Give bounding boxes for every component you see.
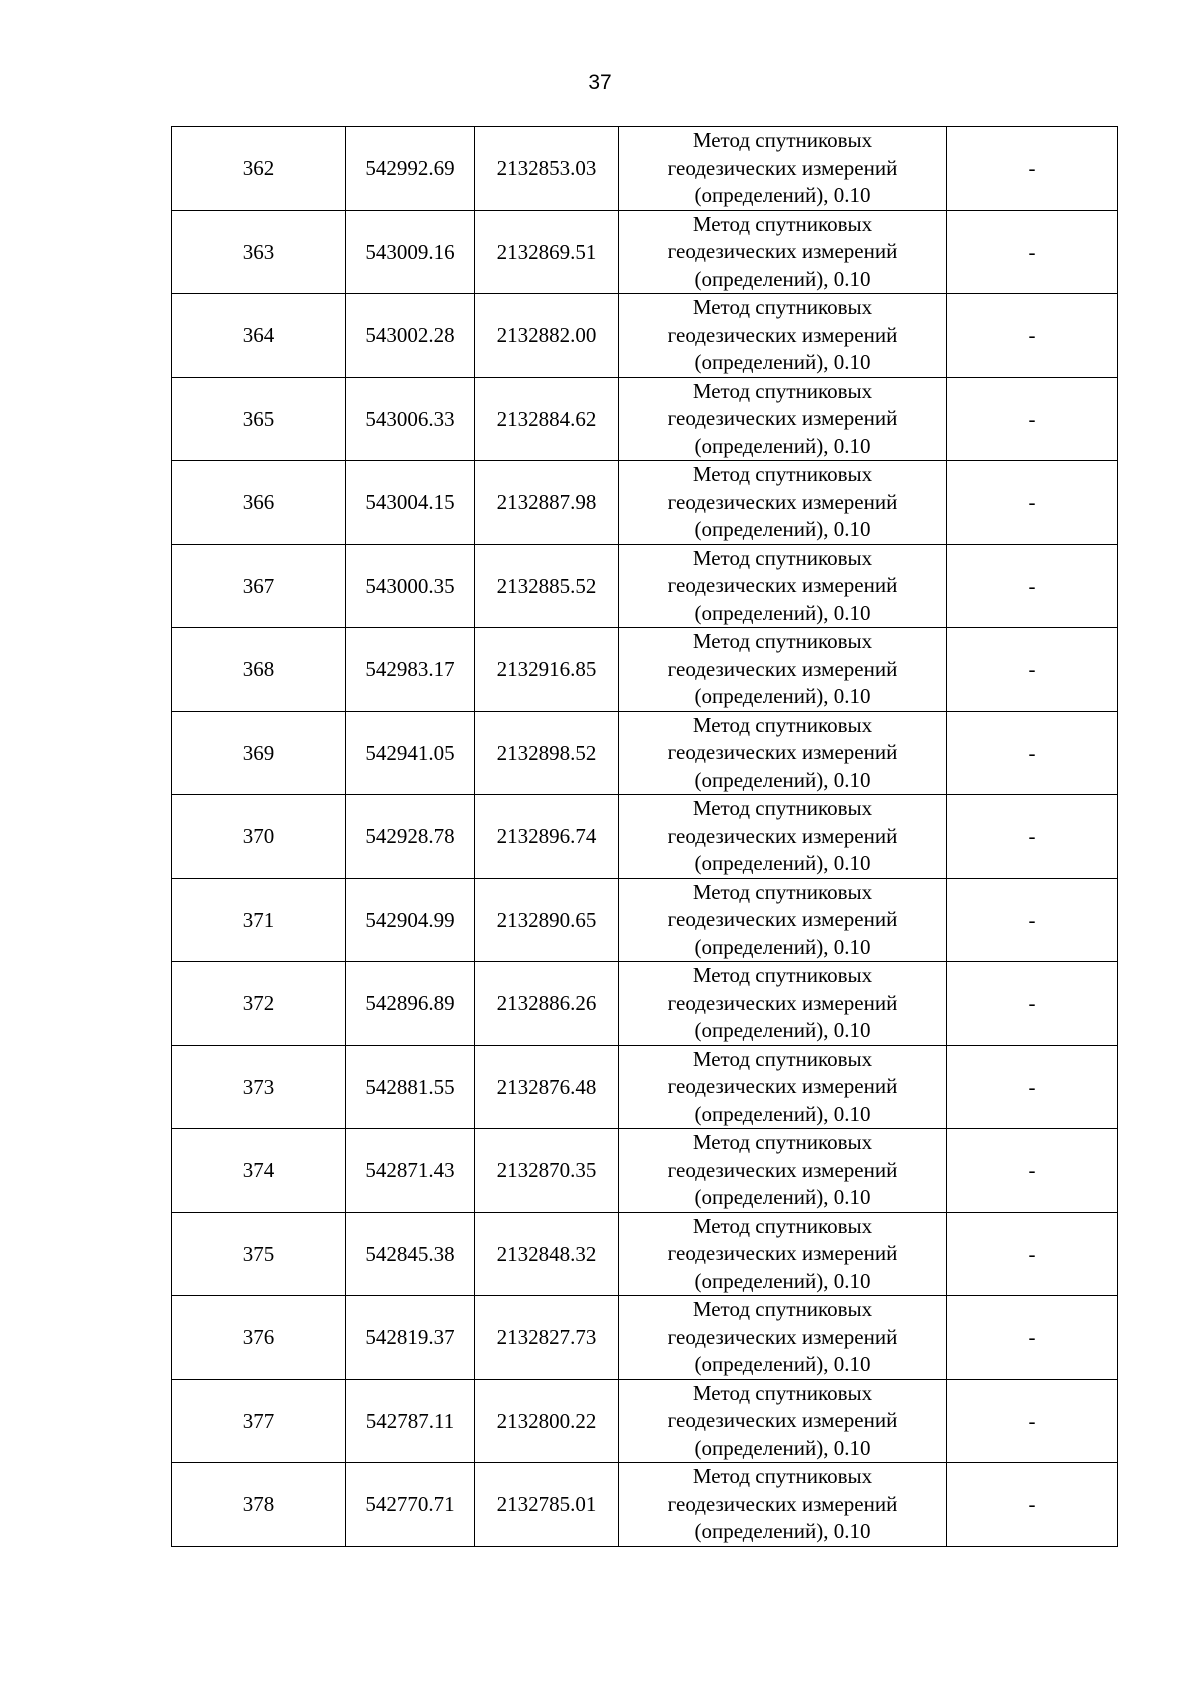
method-line: Метод спутниковых	[692, 295, 873, 319]
method-line: геодезических измерений	[667, 155, 898, 180]
method-line: (определений), 0.10	[694, 600, 871, 625]
point-number-cell: 378	[172, 1463, 346, 1547]
method-line: геодезических измерений	[667, 1408, 898, 1432]
method-line: (определений), 0.10	[694, 266, 871, 291]
point-number-cell: 371	[172, 878, 346, 962]
table-row	[172, 878, 1118, 962]
y-coordinate-cell: 2132876.48	[475, 1045, 619, 1129]
x-coordinate-cell: 543006.33	[346, 377, 475, 461]
point-number-cell: 370	[172, 795, 346, 879]
y-coordinate-cell: 2132887.98	[475, 461, 619, 545]
method-line: геодезических измерений	[667, 239, 898, 263]
method-cell	[619, 711, 947, 795]
y-coordinate-cell: 2132882.00	[475, 294, 619, 378]
table-row	[172, 377, 1118, 461]
method-cell	[619, 1296, 947, 1380]
method-line: Метод спутниковых	[692, 712, 873, 737]
note-cell: -	[947, 878, 1118, 962]
x-coordinate-cell: 542881.55	[346, 1045, 475, 1129]
method-line: (определений), 0.10	[694, 350, 871, 374]
method-line: геодезических измерений	[667, 656, 898, 681]
y-coordinate-cell: 2132890.65	[475, 878, 619, 962]
y-coordinate-cell: 2132785.01	[475, 1463, 619, 1547]
x-coordinate-cell: 542904.99	[346, 878, 475, 962]
y-coordinate-cell: 2132870.35	[475, 1129, 619, 1213]
method-line: геодезических измерений	[667, 907, 898, 931]
point-number-cell: 369	[172, 711, 346, 795]
method-cell	[619, 1212, 947, 1296]
y-coordinate-cell: 2132896.74	[475, 795, 619, 879]
y-coordinate-cell: 2132848.32	[475, 1212, 619, 1296]
note-cell: -	[947, 1045, 1118, 1129]
method-line: (определений), 0.10	[694, 183, 871, 207]
x-coordinate-cell: 542941.05	[346, 711, 475, 795]
method-line: Метод спутниковых	[692, 378, 873, 403]
method-line: геодезических измерений	[667, 1074, 898, 1098]
method-line: (определений), 0.10	[694, 767, 871, 792]
y-coordinate-cell: 2132869.51	[475, 210, 619, 294]
point-number-cell: 368	[172, 628, 346, 712]
method-line: (определений), 0.10	[694, 1018, 871, 1042]
method-cell	[619, 878, 947, 962]
method-line: (определений), 0.10	[694, 851, 871, 875]
method-line: геодезических измерений	[667, 1241, 898, 1265]
x-coordinate-cell: 543002.28	[346, 294, 475, 378]
note-cell: -	[947, 294, 1118, 378]
method-line: Метод спутниковых	[692, 1380, 873, 1405]
note-cell: -	[947, 1463, 1118, 1547]
method-line: геодезических измерений	[667, 489, 898, 514]
method-cell	[619, 628, 947, 712]
table-row	[172, 1129, 1118, 1213]
method-cell	[619, 461, 947, 545]
method-line: геодезических измерений	[667, 1157, 898, 1182]
method-line: геодезических измерений	[667, 573, 898, 597]
coordinates-table	[171, 126, 1118, 1547]
y-coordinate-cell: 2132898.52	[475, 711, 619, 795]
method-cell	[619, 962, 947, 1046]
table-row	[172, 210, 1118, 294]
x-coordinate-cell: 542819.37	[346, 1296, 475, 1380]
table-row	[172, 711, 1118, 795]
point-number-cell: 375	[172, 1212, 346, 1296]
y-coordinate-cell: 2132800.22	[475, 1379, 619, 1463]
x-coordinate-cell: 542787.11	[346, 1379, 475, 1463]
note-cell: -	[947, 1379, 1118, 1463]
point-number-cell: 374	[172, 1129, 346, 1213]
coordinates-table-body	[172, 127, 1118, 1547]
y-coordinate-cell: 2132827.73	[475, 1296, 619, 1380]
method-cell	[619, 1463, 947, 1547]
table-row	[172, 1296, 1118, 1380]
table-row	[172, 544, 1118, 628]
note-cell: -	[947, 1212, 1118, 1296]
method-line: геодезических измерений	[667, 406, 898, 430]
table-row	[172, 1379, 1118, 1463]
y-coordinate-cell: 2132885.52	[475, 544, 619, 628]
point-number-cell: 367	[172, 544, 346, 628]
note-cell: -	[947, 127, 1118, 211]
method-line: геодезических измерений	[667, 823, 898, 848]
page-number: 37	[588, 71, 612, 94]
x-coordinate-cell: 543004.15	[346, 461, 475, 545]
x-coordinate-cell: 542871.43	[346, 1129, 475, 1213]
method-line: геодезических измерений	[667, 740, 898, 764]
method-line: (определений), 0.10	[694, 1352, 871, 1376]
method-cell	[619, 1129, 947, 1213]
method-line: (определений), 0.10	[694, 1435, 871, 1460]
method-line: (определений), 0.10	[694, 1519, 871, 1543]
note-cell: -	[947, 711, 1118, 795]
method-line: Метод спутниковых	[692, 211, 873, 236]
note-cell: -	[947, 795, 1118, 879]
point-number-cell: 366	[172, 461, 346, 545]
table-row	[172, 294, 1118, 378]
method-line: Метод спутниковых	[692, 1464, 873, 1488]
point-number-cell: 363	[172, 210, 346, 294]
method-cell	[619, 544, 947, 628]
note-cell: -	[947, 1296, 1118, 1380]
method-line: (определений), 0.10	[694, 1185, 871, 1209]
method-line: Метод спутниковых	[692, 545, 873, 570]
y-coordinate-cell: 2132886.26	[475, 962, 619, 1046]
method-cell	[619, 795, 947, 879]
method-line: Метод спутниковых	[692, 1213, 873, 1238]
method-line: Метод спутниковых	[692, 963, 873, 987]
method-cell	[619, 210, 947, 294]
note-cell: -	[947, 377, 1118, 461]
method-line: (определений), 0.10	[694, 517, 871, 541]
note-cell: -	[947, 210, 1118, 294]
method-line: (определений), 0.10	[694, 1101, 871, 1126]
method-cell	[619, 294, 947, 378]
table-row	[172, 795, 1118, 879]
y-coordinate-cell: 2132916.85	[475, 628, 619, 712]
y-coordinate-cell: 2132884.62	[475, 377, 619, 461]
method-line: геодезических измерений	[667, 1491, 898, 1516]
method-line: геодезических измерений	[667, 990, 898, 1015]
table-row	[172, 127, 1118, 211]
x-coordinate-cell: 542983.17	[346, 628, 475, 712]
point-number-cell: 377	[172, 1379, 346, 1463]
method-line: Метод спутниковых	[692, 128, 873, 152]
method-line: Метод спутниковых	[692, 1297, 873, 1321]
note-cell: -	[947, 628, 1118, 712]
table-row	[172, 1463, 1118, 1547]
note-cell: -	[947, 461, 1118, 545]
x-coordinate-cell: 543009.16	[346, 210, 475, 294]
y-coordinate-cell: 2132853.03	[475, 127, 619, 211]
method-line: (определений), 0.10	[694, 684, 871, 708]
method-line: Метод спутниковых	[692, 1130, 873, 1154]
method-line: Метод спутниковых	[692, 1046, 873, 1071]
method-cell	[619, 377, 947, 461]
table-row	[172, 1212, 1118, 1296]
method-line: (определений), 0.10	[694, 433, 871, 458]
point-number-cell: 364	[172, 294, 346, 378]
table-row	[172, 1045, 1118, 1129]
x-coordinate-cell: 542845.38	[346, 1212, 475, 1296]
note-cell: -	[947, 962, 1118, 1046]
method-line: Метод спутниковых	[692, 879, 873, 904]
point-number-cell: 372	[172, 962, 346, 1046]
method-line: геодезических измерений	[667, 322, 898, 347]
note-cell: -	[947, 1129, 1118, 1213]
x-coordinate-cell: 543000.35	[346, 544, 475, 628]
note-cell: -	[947, 544, 1118, 628]
method-cell	[619, 1045, 947, 1129]
method-cell	[619, 127, 947, 211]
method-line: (определений), 0.10	[694, 1268, 871, 1293]
point-number-cell: 365	[172, 377, 346, 461]
method-line: геодезических измерений	[667, 1324, 898, 1349]
table-row	[172, 962, 1118, 1046]
x-coordinate-cell: 542770.71	[346, 1463, 475, 1547]
method-line: Метод спутниковых	[692, 462, 873, 486]
x-coordinate-cell: 542992.69	[346, 127, 475, 211]
method-line: Метод спутниковых	[692, 796, 873, 820]
x-coordinate-cell: 542896.89	[346, 962, 475, 1046]
x-coordinate-cell: 542928.78	[346, 795, 475, 879]
method-line: Метод спутниковых	[692, 629, 873, 653]
table-row	[172, 628, 1118, 712]
method-cell	[619, 1379, 947, 1463]
point-number-cell: 376	[172, 1296, 346, 1380]
point-number-cell: 362	[172, 127, 346, 211]
table-row	[172, 461, 1118, 545]
point-number-cell: 373	[172, 1045, 346, 1129]
method-line: (определений), 0.10	[694, 934, 871, 959]
